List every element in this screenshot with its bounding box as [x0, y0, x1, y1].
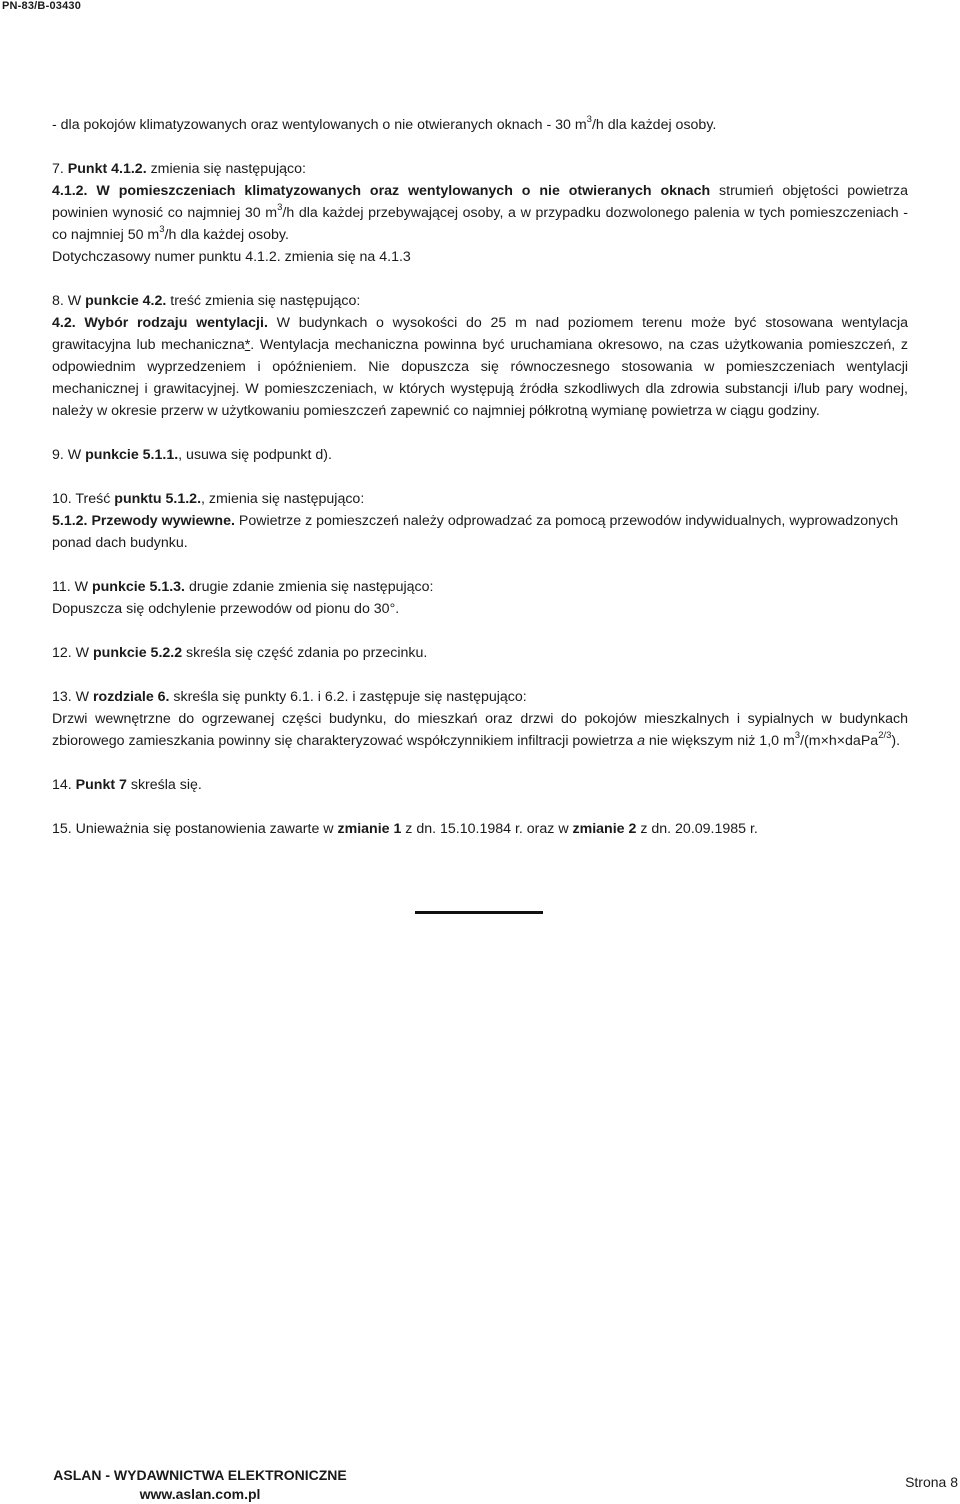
item-12: 12. W punkcie 5.2.2 skreśla się część zdania po przecinku. — [52, 645, 428, 661]
publisher-url: www.aslan.com.pl — [139, 1486, 261, 1502]
item-8-heading: 8. W punkcie 4.2. treść zmienia się następująco: — [52, 293, 361, 309]
item-7-paragraph: 4.1.2. W pomieszczeniach klimatyzowanych oraz wentylowanych o nie otwieranych oknach strumień objętości powietrza powinien wynosić co najmniej 30 $m^3/h$ dla każdej przebywającej osoby, a w przypadku dozwolonego palenia w tych pomieszczeniach - co najmniej 50 $m^3/h$ dla każdej osoby. — [52, 183, 908, 243]
item-14: 14. Punkt 7 skreśla się. — [52, 777, 202, 793]
item-8-paragraph: 4.2. Wybór rodzaju wentylacji. W budynkach o wysokości do 25 m nad poziomem terenu może być stosowana wentylacja grawitacyjna lub mechaniczna*. Wentylacja mechaniczna powinna być uruchamiana okresowo, na czas użytkowania pomieszczeń, z odpowiednim wyprzedzeniem i opóźnieniem. Nie dopuszcza się równoczesnego stosowania w pomieszczeniach wentylacji mechanicznej i grawitacyjnej. W pomieszczeniach, w których występują źródła szkodliwych dla zdrowia substancji i/lub pary wodnej, należy w okresie przerw w użytkowaniu pomieszczeń zapewnić co najmniej półkrotną wymianę powietrza w ciągu godziny. — [52, 315, 908, 419]
document-code: PN-83/B-03430 — [2, 0, 82, 12]
item-11-heading: 11. W punkcie 5.1.3. drugie zdanie zmienia się następująco: — [52, 579, 434, 595]
publisher-name: ASLAN - WYDAWNICTWA ELEKTRONICZNE — [53, 1467, 347, 1483]
item-10-paragraph: 5.1.2. Przewody wywiewne. Powietrze z pomieszczeń należy odprowadzać za pomocą przewodów indywidualnych, wyprowadzonych ponad dach budynku. — [52, 513, 899, 551]
footer-publisher — [0, 1466, 400, 1504]
document-body — [52, 114, 908, 840]
item-13-heading: 13. W rozdziale 6. skreśla się punkty 6.1. i 6.2. i zastępuje się następująco: — [52, 689, 527, 705]
item-9: 9. W punkcie 5.1.1., usuwa się podpunkt d). — [52, 447, 332, 463]
item-10-heading: 10. Treść punktu 5.1.2., zmienia się następująco: — [52, 491, 365, 507]
item-6-continuation: - dla pokojów klimatyzowanych oraz wentylowanych o nie otwieranych oknach - 30 $m^3/h$ dla każdej osoby. — [52, 114, 717, 133]
item-11-paragraph: Dopuszcza się odchylenie przewodów od pionu do 30°. — [52, 601, 400, 617]
item-7-renumber-note: Dotychczasowy numer punktu 4.1.2. zmienia się na 4.1.3 — [52, 249, 411, 265]
end-of-document-rule — [415, 911, 543, 914]
page-number: Strona 8 — [905, 1474, 958, 1490]
item-7-heading: 7. Punkt 4.1.2. zmienia się następująco: — [52, 161, 306, 177]
item-15: 15. Unieważnia się postanowienia zawarte w zmianie 1 z dn. 15.10.1984 r. oraz w zmianie 2 z dn. 20.09.1985 r. — [52, 821, 758, 837]
item-13-paragraph: Drzwi wewnętrzne do ogrzewanej części budynku, do mieszkań oraz drzwi do pokojów mieszkalnych i sypialnych w budynkach zbiorowego zamieszkania powinny się charakteryzować współczynnikiem infiltracji powietrza a nie większym niż 1,0 $m^3/(m\times h\times daPa^{2/3})$. — [52, 711, 908, 749]
